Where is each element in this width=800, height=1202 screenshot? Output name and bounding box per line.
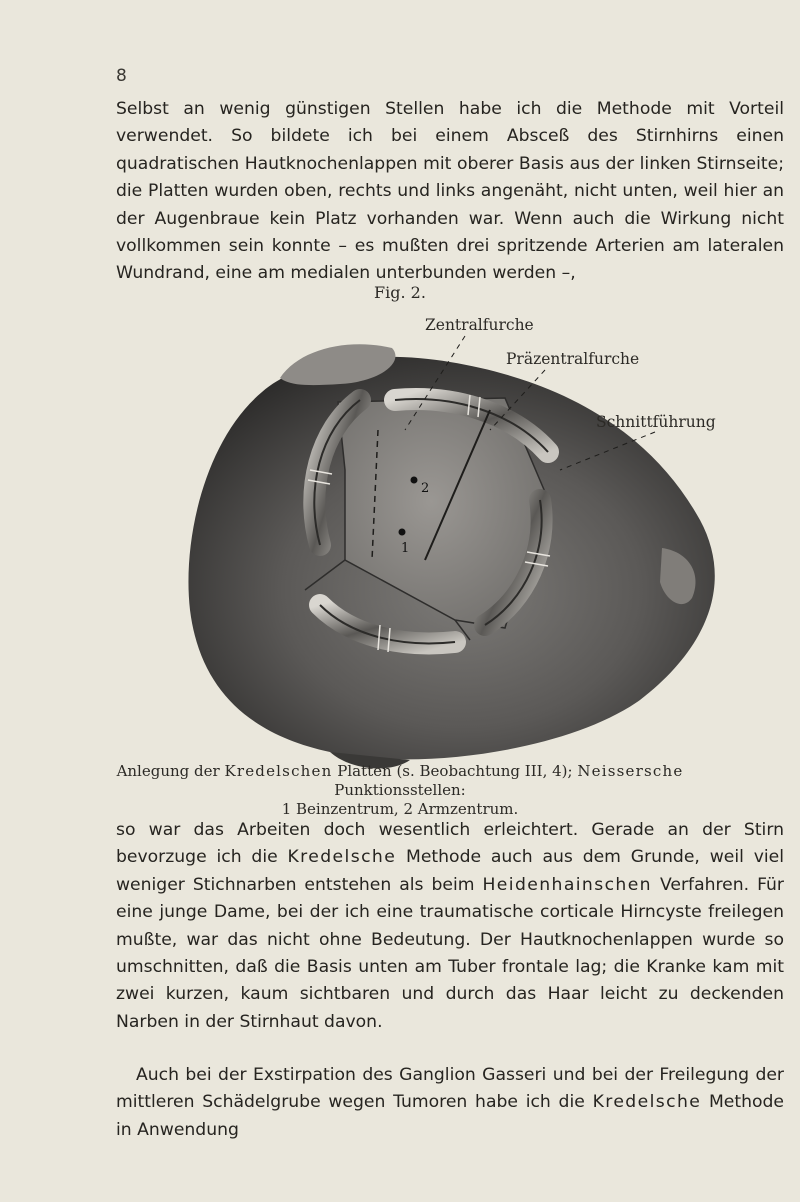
label-schnittfuehrung: Schnittführung [596,413,716,431]
text-segment: so war das Arbeiten doch wesentlich erleichtert. Gerade an der Stirn bevorzuge ich die [116,820,784,868]
caption-text: Platten (s. Beobachtung III, 4); [332,762,578,780]
caption-name-kredel: Kredelschen [224,762,333,780]
text-segment: Verfahren. Für eine junge Dame, bei der ich eine traumatische corticale Hirncyste freilegen mußte, war das nicht ohne Bedeutung. Der Hautknochenlappen wurde so umschnitten, daß die Basis unten am Tuber frontale lag; die Kranke kam mit zwei kurzen, kaum sichtbaren und durch das Haar leicht zu deckenden Narben in der Stirnhaut davon. [116,874,784,1032]
page-number: 8 [116,66,127,86]
caption-line2: 1 Beinzentrum, 2 Armzentrum. [281,800,519,818]
caption-text: Anlegung der [116,762,225,780]
author-name-heidenhain: Heidenhainschen [482,874,652,895]
paragraph-top: Selbst an wenig günstigen Stellen habe ich die Methode mit Vorteil verwendet. So bildete ich bei einem Absceß des Stirnhirns einen quadratischen Hautknochenlappen mit oberer Basis aus der linken Stirnseite; die Platten wurden oben, rechts und links angenäht, nicht unten, weil hier an der Augenbraue kein Platz vorhanden war. Wenn auch die Wirkung nicht vollkommen sein konnte – es mußten drei spritzende Arterien am lateralen Wundrand, eine am medialen unterbunden werden –, [116,99,784,284]
author-name-kredel: Kredelsche [592,1092,702,1113]
label-praezentralfurche: Präzentralfurche [506,350,640,368]
puncture-point-2 [411,477,418,484]
caption-name-neisser: Neissersche [577,762,684,780]
text-segment: Auch bei der Exstirpation des Ganglion Gasseri und bei der Freilegung der mittleren Schädelgrube wegen Tumoren habe ich die [116,1065,784,1113]
label-zentralfurche: Zentralfurche [425,316,534,334]
caption-text: Punktionsstellen: [334,781,466,799]
figure-caption [100,762,700,819]
point-label-2: 2 [421,481,430,496]
paragraph-bottom [116,817,784,1036]
paragraph-last [116,1062,784,1144]
text-segment: Methode auch aus dem Grunde, weil viel weniger Stichnarben entstehen als beim [116,847,785,895]
text-segment: Methode in Anwendung [116,1092,785,1140]
puncture-point-1 [399,529,406,536]
point-label-1: 1 [401,541,410,556]
figure-title: Fig. 2. [374,283,426,302]
author-name-kredel: Kredelsche [287,847,397,868]
